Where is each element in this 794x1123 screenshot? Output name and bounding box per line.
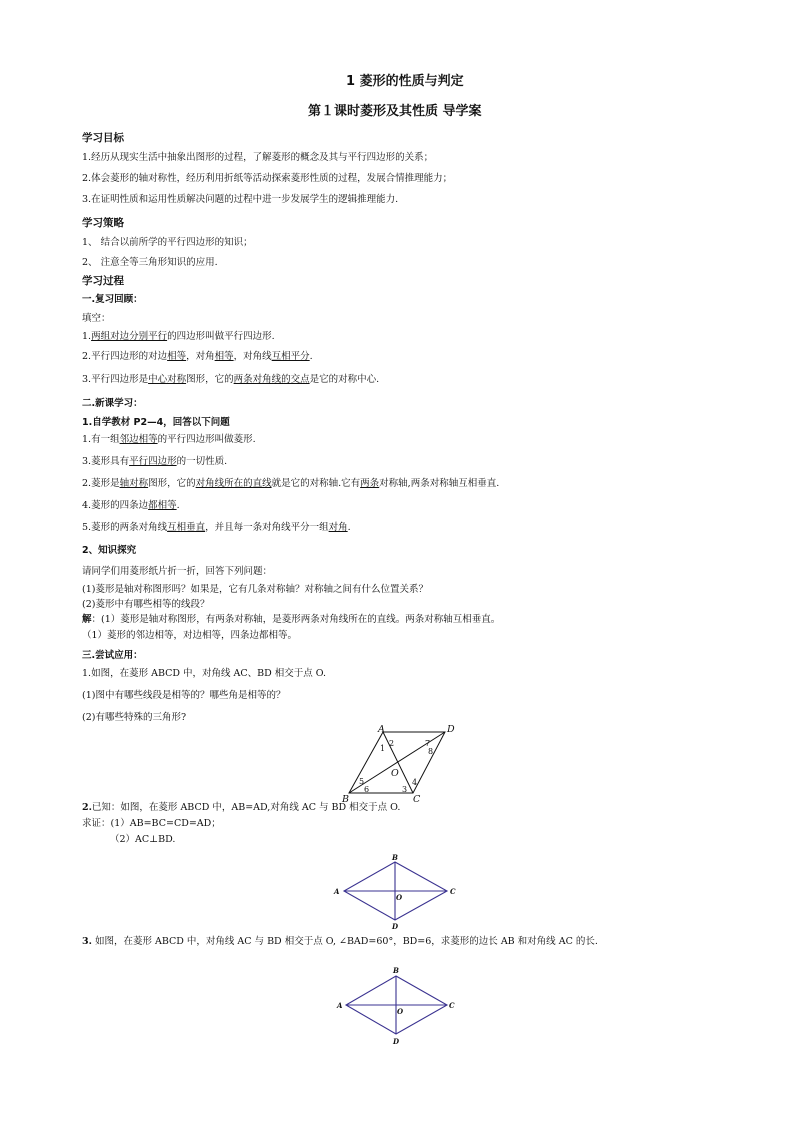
- problem-2-part: （2）AC⊥BD.: [110, 834, 176, 845]
- lesson-line-4: 4.菱形的四条边都相等.: [82, 500, 180, 511]
- vertex-label: D: [447, 724, 455, 735]
- newlesson-sub2: 2、知识探究: [82, 545, 137, 556]
- angle-label: 5: [359, 777, 365, 786]
- strategy-item: 1、 结合以前所学的平行四边形的知识；: [82, 237, 253, 248]
- explore-line: (2)菱形中有哪些相等的线段？: [82, 599, 210, 610]
- vertex-label: O: [391, 768, 399, 779]
- angle-label: 3: [402, 785, 408, 794]
- problem-1-part: (2)有哪些特殊的三角形?: [82, 712, 187, 723]
- objective-item: 3.在证明性质和运用性质解决问题的过程中进一步发展学生的逻辑推理能力.: [82, 194, 399, 205]
- explore-line: 请同学们用菱形纸片折一折，回答下列问题：: [82, 566, 273, 577]
- objectives-heading: 学习目标: [82, 132, 124, 144]
- problem-1-part: (1)图中有哪些线段是相等的？哪些角是相等的？: [82, 690, 286, 701]
- vertex-label: D: [392, 922, 399, 931]
- lesson-line-3: 2.菱形是轴对称图形，它的对角线所在的直线就是它的对称轴.它有两条对称轴,两条对称轴互相垂直.: [82, 478, 500, 489]
- lesson-line-1: 1.有一组邻边相等的平行四边形叫做菱形.: [82, 434, 256, 445]
- explore-answer: 解：(1）菱形是轴对称图形，有两条对称轴，是菱形两条对角线所在的直线。两条对称轴互相垂直。: [82, 614, 501, 625]
- vertex-label: A: [334, 887, 340, 896]
- lesson-line-2: 3.菱形具有平行四边形的一切性质.: [82, 456, 228, 467]
- review-heading: 一.复习回顾：: [82, 294, 143, 305]
- strategy-item: 2、 注意全等三角形知识的应用.: [82, 257, 218, 268]
- vertex-label: C: [413, 794, 421, 804]
- strategy-heading: 学习策略: [82, 217, 124, 229]
- problem-1: 1.如图，在菱形 ABCD 中，对角线 AC、BD 相交于点 O.: [82, 668, 327, 679]
- vertex-label: O: [397, 1007, 404, 1016]
- vertex-label: B: [342, 794, 349, 804]
- vertex-label: A: [378, 724, 385, 735]
- explore-answer: （1）菱形的邻边相等，对边相等，四条边都相等。: [82, 630, 298, 641]
- problem-3: 3. 如图，在菱形 ABCD 中，对角线 AC 与 BD 相交于点 O, ∠BAD=60°，BD=6，求菱形的边长 AB 和对角线 AC 的长.: [82, 936, 598, 947]
- lesson-line-5: 5.菱形的两条对角线互相垂直，并且每一条对角线平分一组对角.: [82, 522, 351, 533]
- objective-item: 2.体会菱形的轴对称性，经历利用折纸等活动探索菱形性质的过程，发展合情推理能力；: [82, 173, 453, 184]
- objective-item: 1.经历从现实生活中抽象出图形的过程，了解菱形的概念及其与平行四边形的关系；: [82, 152, 434, 163]
- newlesson-sub1: 1.自学教材 P2—4，回答以下问题: [82, 417, 230, 428]
- review-fill-label: 填空：: [82, 313, 111, 324]
- review-line-2: 2.平行四边形的对边相等，对角相等，对角线互相平分.: [82, 351, 313, 362]
- vertex-label: O: [396, 893, 403, 902]
- review-line-1: 1.两组对边分别平行的四边形叫做平行四边形.: [82, 331, 275, 342]
- angle-label: 4: [412, 778, 418, 787]
- vertex-label: C: [449, 1001, 455, 1010]
- explore-line: (1)菱形是轴对称图形吗？如果是，它有几条对称轴？对称轴之间有什么位置关系？: [82, 584, 428, 595]
- vertex-label: B: [392, 853, 398, 862]
- newlesson-heading: 二.新课学习：: [82, 398, 143, 409]
- review-line-3: 3.平行四边形是中心对称图形，它的两条对角线的交点是它的对称中心.: [82, 374, 380, 385]
- document-subtitle: 第１课时菱形及其性质 导学案: [308, 104, 482, 119]
- angle-label: 7: [425, 739, 431, 748]
- vertex-label: B: [393, 966, 399, 975]
- vertex-label: A: [337, 1001, 343, 1010]
- angle-label: 8: [428, 747, 434, 756]
- angle-label: 2: [389, 739, 395, 748]
- vertex-label: C: [450, 887, 456, 896]
- problem-2-part: 求证：(1）AB=BC=CD=AD；: [82, 818, 221, 829]
- vertex-label: D: [393, 1037, 400, 1046]
- process-heading: 学习过程: [82, 275, 124, 287]
- figure-rhombus-3: [336, 964, 466, 1046]
- document-title: 1 菱形的性质与判定: [346, 74, 464, 89]
- figure-rhombus-1: [336, 722, 466, 804]
- problem-2: 2.已知：如图，在菱形 ABCD 中，AB=AD,对角线 AC 与 BD 相交于点 O.: [82, 802, 401, 813]
- figure-rhombus-2: [332, 852, 462, 934]
- angle-label: 1: [380, 744, 386, 753]
- apply-heading: 三.尝试应用：: [82, 650, 143, 661]
- angle-label: 6: [364, 785, 370, 794]
